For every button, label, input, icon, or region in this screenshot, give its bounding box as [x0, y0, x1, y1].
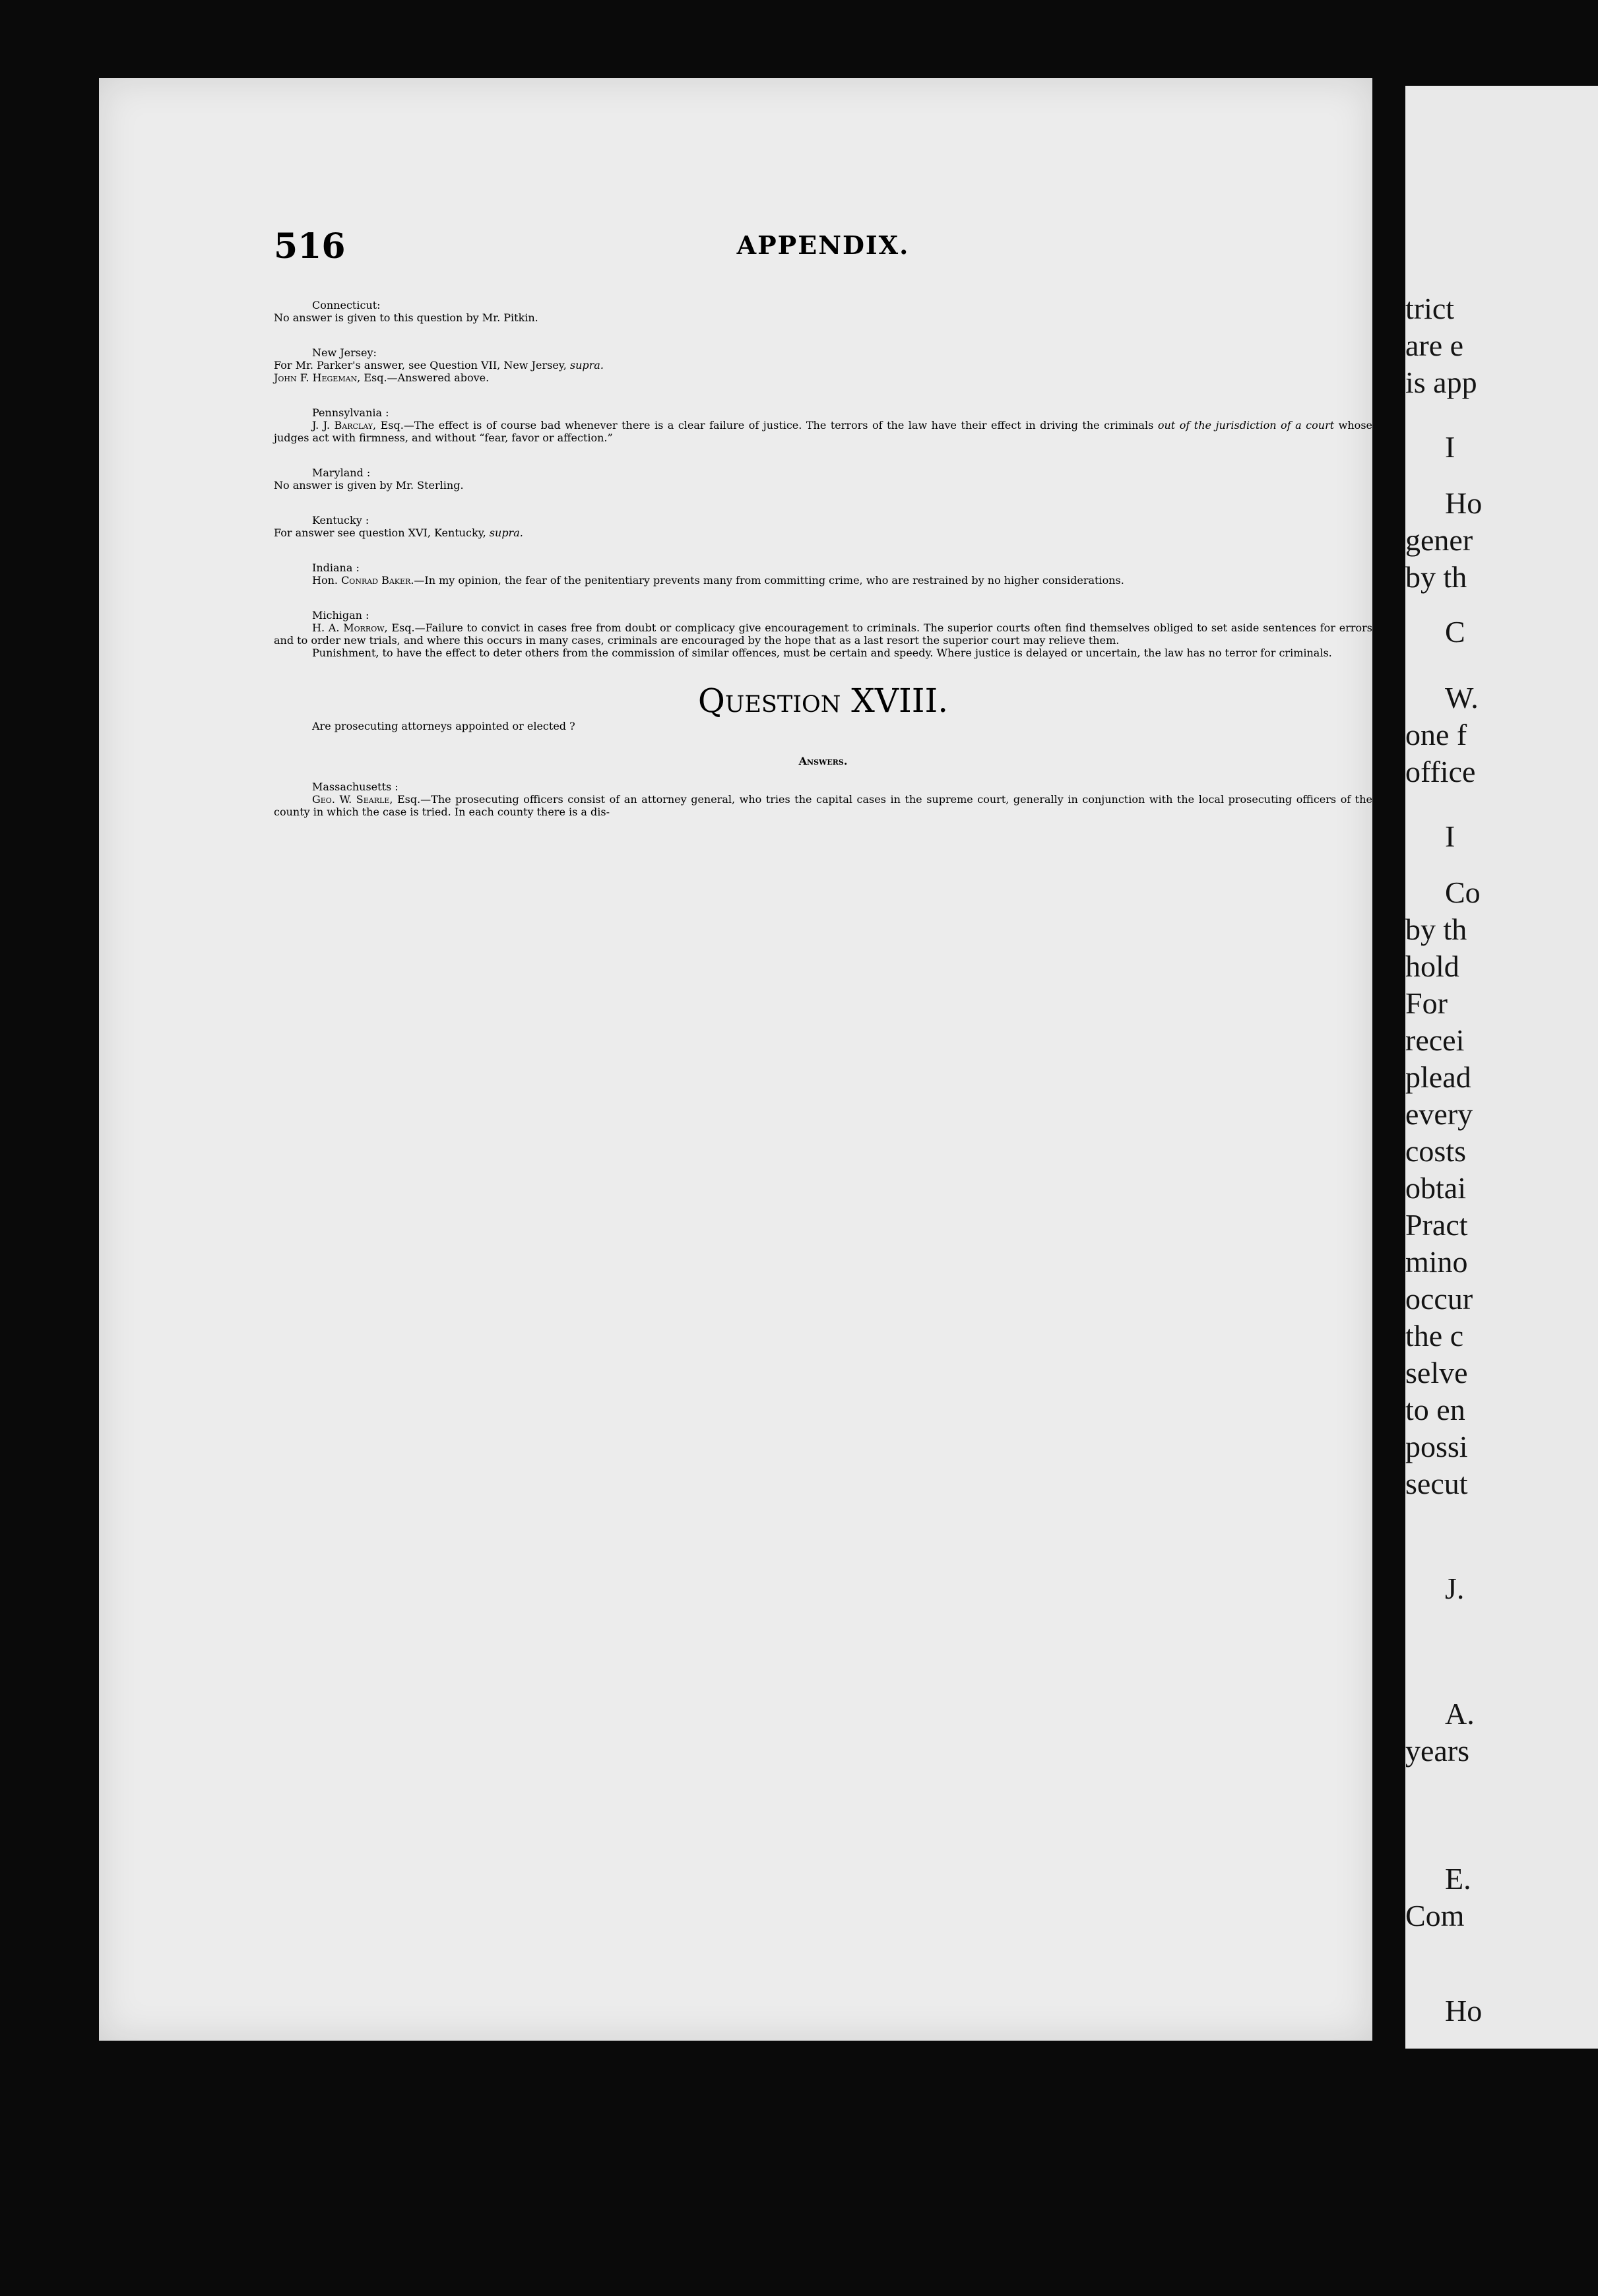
facing-page-fragment: the c — [1405, 1319, 1464, 1353]
state-heading: Michigan : — [312, 609, 369, 622]
state-heading: Maryland : — [312, 466, 371, 479]
facing-page-fragment: gener — [1405, 523, 1473, 557]
question-label: Question XVIII. — [697, 682, 949, 720]
state-heading: Kentucky : — [312, 514, 369, 526]
answer-text: For answer see question XVI, Kentucky, supra. — [274, 526, 523, 539]
facing-page-fragment: selve — [1405, 1356, 1468, 1389]
facing-page-fragment: Pract — [1405, 1208, 1468, 1242]
answer-text: Geo. W. Searle, Esq.—The prosecuting officers consist of an attorney general, who tries the capital cases in the supreme court, generally in conjunction with the local prosecuting officers of the county in which the case is tried. In each county there is a dis- — [274, 793, 1373, 818]
state-heading: New Jersey: — [312, 346, 377, 359]
answer-text: J. J. Barclay, Esq.—The effect is of course bad whenever there is a clear failure of justice. The terrors of the law have their effect in driving the criminals out of the jurisdiction of a court whose judges act with firmness, and without “fear, favor or affection.” — [274, 419, 1372, 444]
running-head: APPENDIX. — [736, 230, 910, 260]
facing-page-fragment: E. — [1445, 1862, 1471, 1896]
answers-heading: Answers. — [798, 755, 848, 767]
facing-page-fragment: every — [1405, 1097, 1473, 1131]
facing-page-fragment: is app — [1405, 366, 1477, 399]
facing-page-fragment: years — [1405, 1734, 1470, 1768]
facing-page-fragment: are e — [1405, 329, 1464, 362]
answer-text: For Mr. Parker's answer, see Question VII, New Jersey, supra. — [274, 359, 604, 371]
facing-page-fragment: one f — [1405, 718, 1467, 751]
page-number: 516 — [274, 226, 346, 267]
facing-page-fragment: Co — [1445, 876, 1481, 909]
facing-page-fragment: Com — [1405, 1899, 1465, 1932]
facing-page-fragment: J. — [1445, 1572, 1465, 1605]
answer-text: Hon. Conrad Baker.—In my opinion, the fear of the penitentiary prevents many from committing crime, who are restrained by no higher considerations. — [312, 574, 1124, 587]
answer-text: John F. Hegeman, Esq.—Answered above. — [274, 371, 490, 384]
facing-page-fragment: obtai — [1405, 1171, 1466, 1205]
facing-page-fragment: hold — [1405, 949, 1459, 983]
facing-page-fragment: recei — [1405, 1023, 1465, 1057]
facing-page-fragment: secut — [1405, 1467, 1468, 1500]
facing-page-fragment: For — [1405, 986, 1448, 1020]
facing-page-fragment: A. — [1445, 1697, 1475, 1731]
question-text: Are prosecuting attorneys appointed or elected ? — [312, 720, 575, 732]
facing-page-fragment: trict — [1405, 292, 1455, 325]
facing-page-fragment: I — [1445, 430, 1455, 464]
facing-page-fragment: C — [1445, 615, 1465, 649]
answer-text: H. A. Morrow, Esq.—Failure to convict in cases free from doubt or complicacy give encouragement to criminals. The superior courts often find themselves obliged to set aside sentences for errors and to order new trials, and where this occurs in many cases, criminals are encouraged by the hope that as a last resort the superior court may relieve them. — [274, 622, 1372, 647]
facing-page-fragment: Ho — [1445, 1994, 1483, 2027]
state-heading: Indiana : — [312, 561, 360, 574]
facing-page-fragment: office — [1405, 755, 1476, 788]
book-page — [99, 78, 1372, 2041]
facing-page-fragment: mino — [1405, 1245, 1468, 1279]
page-header — [274, 226, 1372, 266]
page-body — [274, 299, 1372, 818]
facing-page-fragment: to en — [1405, 1393, 1465, 1426]
answer-text: Punishment, to have the effect to deter others from the commission of similar offences, must be certain and speedy. Where justice is delayed or uncertain, the law has no terror for criminals. — [312, 647, 1332, 659]
facing-page-fragment: Ho — [1445, 486, 1483, 520]
state-heading: Massachusetts : — [312, 781, 399, 793]
facing-page-fragment: I — [1445, 819, 1455, 853]
facing-page-fragment: occur — [1405, 1282, 1473, 1316]
state-heading: Pennsylvania : — [312, 406, 389, 419]
facing-page-fragment: possi — [1405, 1430, 1468, 1463]
answer-text: No answer is given to this question by Mr. Pitkin. — [274, 311, 538, 324]
facing-page-fragment: by th — [1405, 560, 1467, 594]
facing-page-fragment: costs — [1405, 1134, 1466, 1168]
facing-page-edge — [1405, 86, 1598, 2049]
state-heading: Connecticut: — [312, 299, 381, 311]
facing-page-fragment: W. — [1445, 681, 1479, 715]
facing-page-fragment: plead — [1405, 1060, 1471, 1094]
answer-text: No answer is given by Mr. Sterling. — [274, 479, 464, 492]
facing-page-fragment: by th — [1405, 912, 1467, 946]
